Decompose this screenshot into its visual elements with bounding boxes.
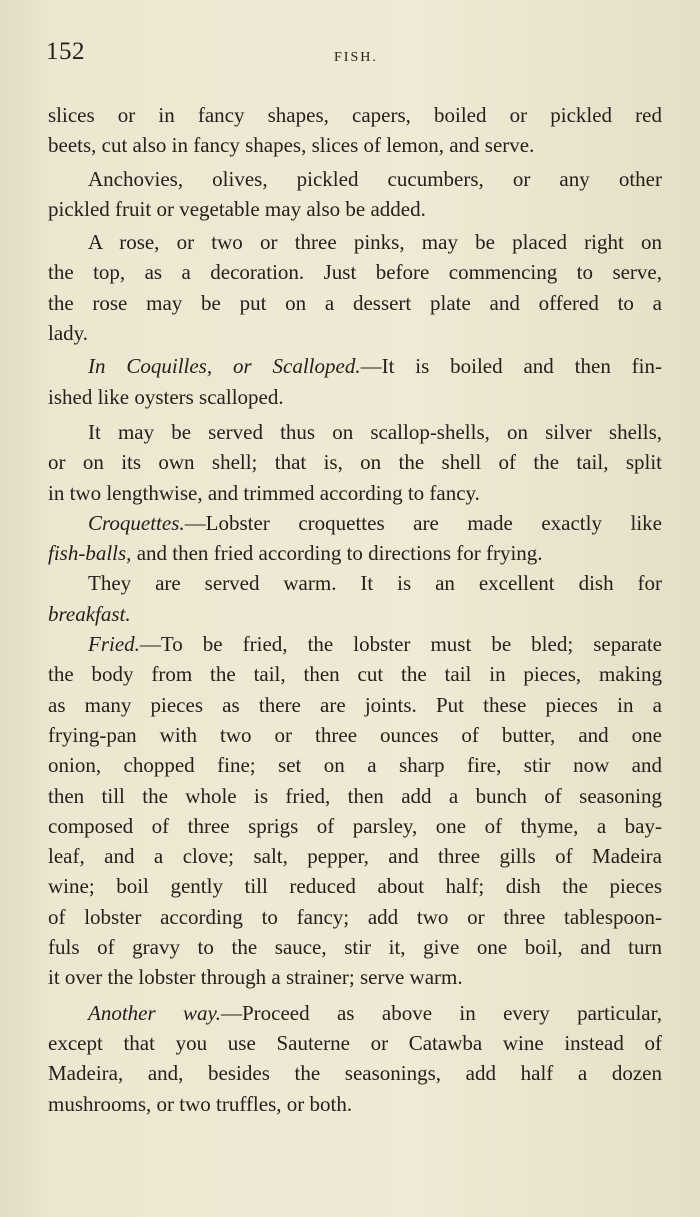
text-line: as many pieces as there are joints. Put these pieces in a	[48, 692, 662, 717]
page-header	[46, 38, 660, 72]
paragraph-rose	[48, 227, 662, 348]
text-line	[48, 998, 662, 1028]
text-line: then till the whole is fried, then add a bunch of seasoning	[48, 783, 662, 808]
text-line: Madeira, and, besides the seasonings, add half a dozen	[48, 1061, 662, 1086]
page-body	[48, 100, 662, 1119]
text-run: —It is boiled and then fin-	[360, 354, 663, 379]
text-line: or on its own shell; that is, on the shell of the tail, split	[48, 450, 662, 475]
text-run: —Proceed as above in every particular,	[220, 1000, 662, 1025]
text-line	[48, 351, 662, 381]
text-line: It may be served thus on scallop-shells, on silver shells,	[88, 419, 662, 444]
paragraph-scallop-shells	[48, 417, 662, 508]
paragraph-continued	[48, 100, 662, 161]
section-heading: In Coquilles, or Scalloped.	[88, 354, 361, 379]
emphasis: fish-balls,	[48, 541, 132, 566]
paragraph-anchovies	[48, 164, 662, 225]
text-line: it over the lobster through a strainer; serve warm.	[48, 965, 463, 990]
text-run: —To be fried, the lobster must be bled; separate	[139, 632, 662, 657]
section-heading: Another way.	[88, 1000, 221, 1025]
section-heading: Croquettes.	[88, 510, 185, 535]
text-line	[48, 599, 662, 629]
text-line: the rose may be put on a dessert plate and offered to a	[48, 290, 662, 315]
text-line: A rose, or two or three pinks, may be placed right on	[88, 230, 662, 255]
text-line: beets, cut also in fancy shapes, slices of lemon, and serve.	[48, 133, 535, 158]
text-line: Anchovies, olives, pickled cucumbers, or any other	[88, 166, 662, 191]
text-line: composed of three sprigs of parsley, one of thyme, a bay-	[48, 813, 662, 838]
text-line: lady.	[48, 321, 89, 346]
paragraph-croquettes	[48, 508, 662, 569]
text-line: the top, as a decoration. Just before commencing to serve,	[48, 260, 662, 285]
paragraph-coquilles	[48, 351, 662, 412]
paragraph-another-way	[48, 998, 662, 1119]
text-line: leaf, and a clove; salt, pepper, and three gills of Madeira	[48, 844, 662, 869]
text-line	[48, 629, 662, 659]
text-line: of lobster according to fancy; add two or three tablespoon-	[48, 904, 662, 929]
text-line: except that you use Sauterne or Catawba wine instead of	[48, 1030, 662, 1055]
text-line: ished like oysters scalloped.	[48, 384, 284, 409]
emphasis: breakfast.	[48, 601, 131, 626]
text-run: —Lobster croquettes are made exactly like	[184, 510, 662, 535]
text-line	[48, 538, 662, 568]
section-heading: Fried.	[88, 632, 140, 657]
paragraph-served-warm	[48, 568, 662, 629]
running-title: FISH.	[334, 50, 378, 65]
text-line: fuls of gravy to the sauce, stir it, give one boil, and turn	[48, 935, 662, 960]
paragraph-fried	[48, 629, 662, 993]
text-run: and then fried according to directions for frying.	[131, 541, 543, 566]
text-line: frying-pan with two or three ounces of butter, and one	[48, 722, 662, 747]
text-line: They are served warm. It is an excellent dish for	[88, 571, 662, 596]
text-line: slices or in fancy shapes, capers, boiled or pickled red	[48, 103, 662, 127]
text-line: in two lengthwise, and trimmed according to fancy.	[48, 480, 480, 505]
text-line: onion, chopped fine; set on a sharp fire, stir now and	[48, 753, 662, 778]
text-line: mushrooms, or two truffles, or both.	[48, 1091, 353, 1116]
page-number: 152	[46, 38, 85, 65]
text-line: pickled fruit or vegetable may also be added.	[48, 196, 426, 221]
text-line	[48, 508, 662, 538]
text-line: wine; boil gently till reduced about half; dish the pieces	[48, 874, 662, 899]
text-line: the body from the tail, then cut the tail in pieces, making	[48, 662, 662, 687]
